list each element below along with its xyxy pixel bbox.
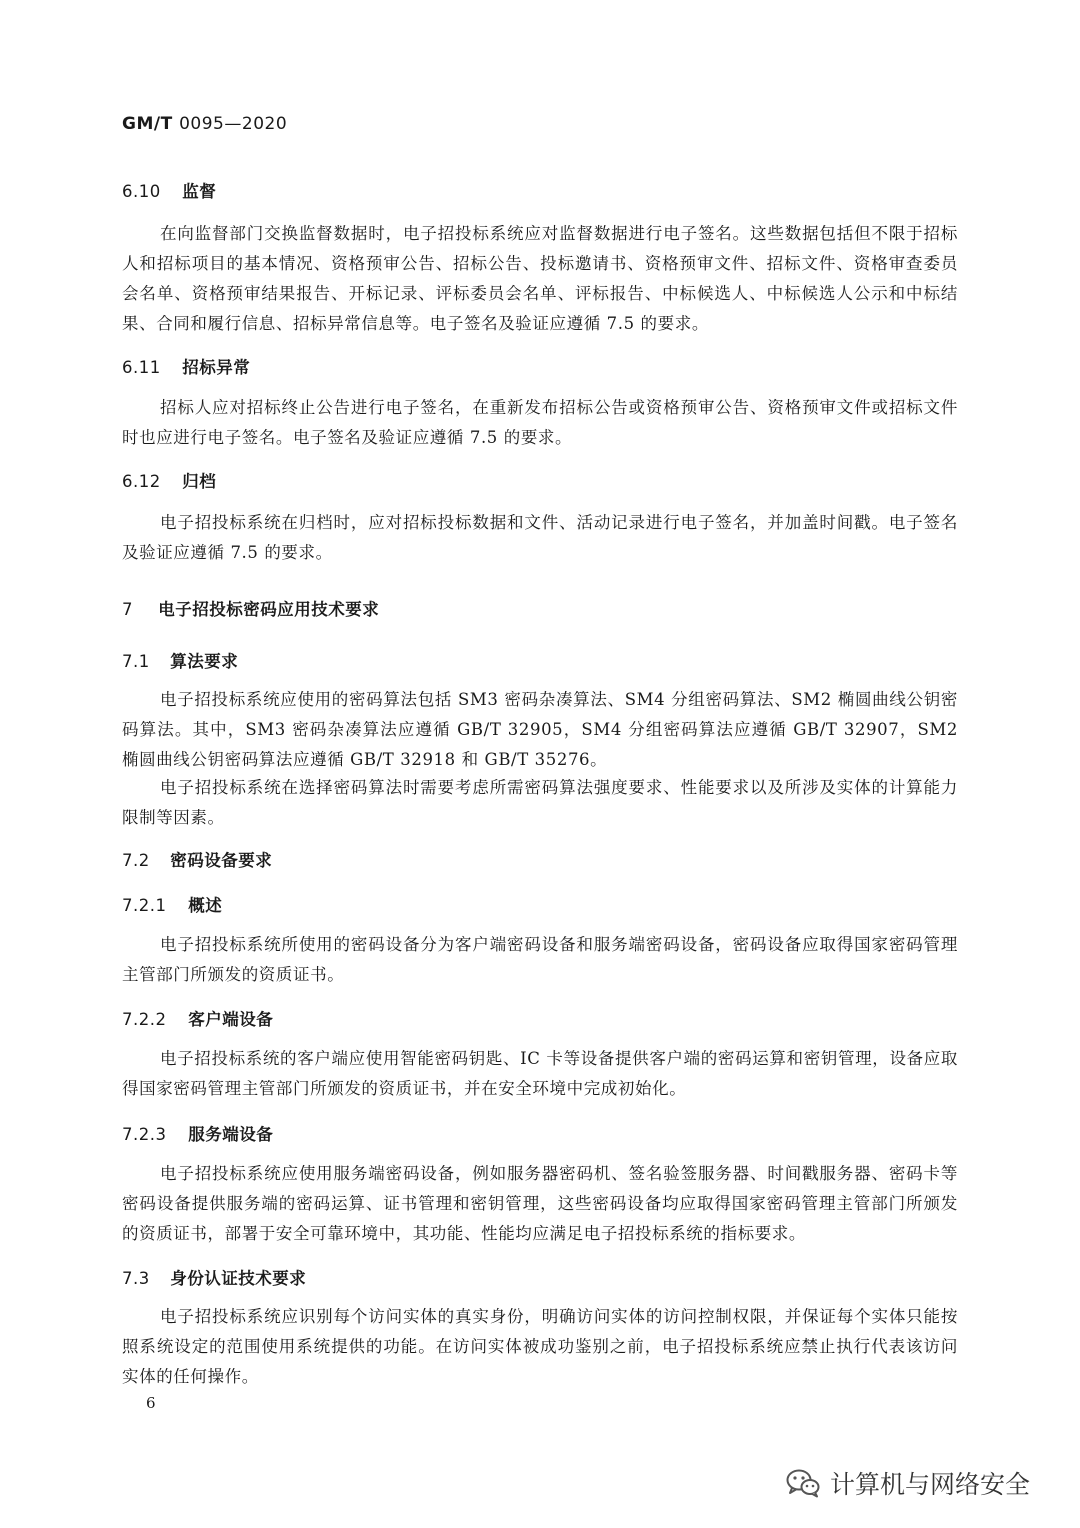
section-number: 6.12 (122, 472, 161, 491)
watermark-text: 计算机与网络安全 (830, 1470, 1031, 1499)
section-number: 7.3 (122, 1269, 150, 1288)
standard-prefix: GM/T (122, 114, 173, 134)
chapter-heading-7 (122, 596, 379, 620)
section-heading-6-10 (122, 178, 216, 202)
paragraph: 电子招投标系统应识别每个访问实体的真实身份，明确访问实体的访问控制权限，并保证每个实体只能按照系统设定的范围使用系统提供的功能。在访问实体被成功鉴别之前，电子招投标系统应禁止执行代表该访问实体的任何操作。 (122, 1307, 958, 1386)
wechat-icon (786, 1468, 820, 1498)
section-title: 招标异常 (182, 358, 251, 377)
section-number: 7.2 (122, 851, 150, 870)
watermark (786, 1463, 1048, 1503)
section-heading-7-1 (122, 648, 238, 672)
chapter-number: 7 (122, 600, 133, 619)
section-heading-7-2-2 (122, 1006, 273, 1030)
paragraph: 电子招投标系统的客户端应使用智能密码钥匙、IC 卡等设备提供客户端的密码运算和密钥管理，设备应取得国家密码管理主管部门所颁发的资质证书，并在安全环境中完成初始化。 (122, 1049, 958, 1098)
standard-code (122, 114, 287, 134)
section-title: 身份认证技术要求 (170, 1269, 307, 1288)
section-number: 7.2.3 (122, 1125, 167, 1144)
section-heading-7-2-3 (122, 1121, 273, 1145)
chapter-title: 电子招投标密码应用技术要求 (158, 600, 380, 619)
section-heading-6-11 (122, 354, 250, 378)
section-heading-6-12 (122, 468, 216, 492)
standard-number: 0095—2020 (179, 114, 288, 134)
section-number: 7.1 (122, 652, 150, 671)
section-title: 密码设备要求 (170, 851, 273, 870)
section-title: 归档 (182, 472, 217, 491)
paragraph: 电子招投标系统应使用服务端密码设备，例如服务器密码机、签名验签服务器、时间戳服务器、密码卡等密码设备提供服务端的密码运算、证书管理和密钥管理，这些密码设备均应取得国家密码管理主管部门所颁发的资质证书，部署于安全可靠环境中，其功能、性能均应满足电子招投标系统的指标要求。 (122, 1164, 958, 1243)
section-number: 6.11 (122, 358, 161, 377)
section-number: 7.2.2 (122, 1010, 167, 1029)
section-heading-7-2 (122, 847, 272, 871)
section-title: 服务端设备 (188, 1125, 274, 1144)
section-title: 概述 (188, 896, 223, 915)
page-number: 6 (146, 1394, 156, 1412)
section-title: 客户端设备 (188, 1010, 274, 1029)
section-title: 算法要求 (170, 652, 239, 671)
paragraph: 在向监督部门交换监督数据时，电子招投标系统应对监督数据进行电子签名。这些数据包括但不限于招标人和招标项目的基本情况、资格预审公告、招标公告、投标邀请书、资格预审文件、招标文件、资格审查委员会名单、资格预审结果报告、开标记录、评标委员会名单、评标报告、中标候选人、中标候选人公示和中标结果、合同和履行信息、招标异常信息等。电子签名及验证应遵循 7.5 的要求。 (122, 224, 958, 333)
section-title: 监督 (182, 182, 217, 201)
paragraph: 电子招投标系统应使用的密码算法包括 SM3 密码杂凑算法、SM4 分组密码算法、SM2 椭圆曲线公钥密码算法。其中，SM3 密码杂凑算法应遵循 GB/T 32905，SM4 分组密码算法应遵循 GB/T 32907，SM2 椭圆曲线公钥密码算法应遵循 GB/T 32918 和 GB/T 35276。 (122, 690, 958, 769)
paragraph: 电子招投标系统在归档时，应对招标投标数据和文件、活动记录进行电子签名，并加盖时间戳。电子签名及验证应遵循 7.5 的要求。 (122, 513, 958, 562)
paragraph: 招标人应对招标终止公告进行电子签名，在重新发布招标公告或资格预审公告、资格预审文件或招标文件时也应进行电子签名。电子签名及验证应遵循 7.5 的要求。 (122, 398, 958, 447)
section-number: 7.2.1 (122, 896, 167, 915)
paragraph: 电子招投标系统在选择密码算法时需要考虑所需密码算法强度要求、性能要求以及所涉及实体的计算能力限制等因素。 (122, 778, 958, 827)
section-heading-7-2-1 (122, 892, 222, 916)
section-heading-7-3 (122, 1265, 306, 1289)
section-number: 6.10 (122, 182, 161, 201)
paragraph: 电子招投标系统所使用的密码设备分为客户端密码设备和服务端密码设备，密码设备应取得国家密码管理主管部门所颁发的资质证书。 (122, 935, 958, 984)
